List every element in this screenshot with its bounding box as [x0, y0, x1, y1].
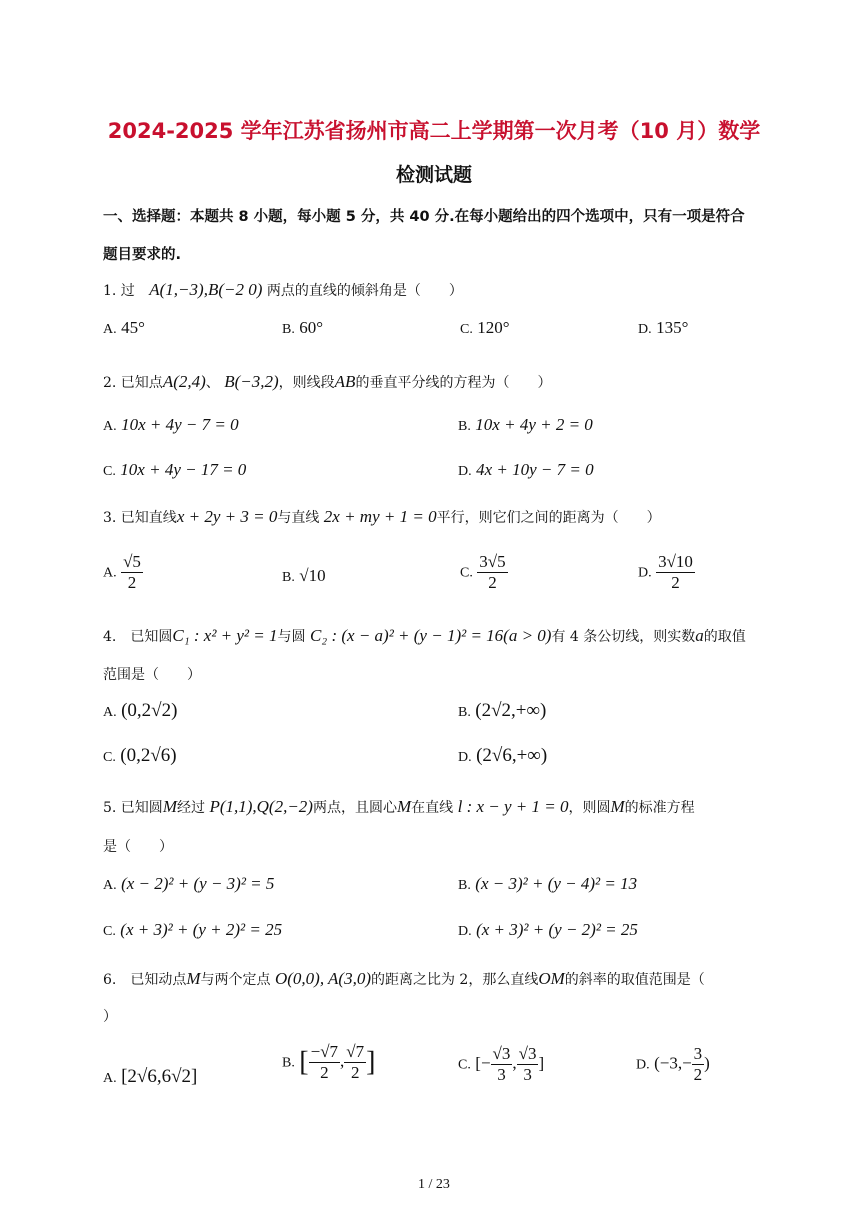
question-6-continued: ）	[103, 1009, 117, 1025]
q1-option-b: B. 60°	[282, 318, 324, 337]
q4-option-b: B. (2√2,+∞)	[458, 700, 547, 721]
section-heading: 一、选择题：本题共 8 小题，每小题 5 分，共 40 分.在每小题给出的四个选项中，只有一项是符合	[103, 209, 745, 225]
q4-option-d: D. (2√6,+∞)	[458, 745, 548, 766]
q1-option-c: C. 120°	[460, 318, 510, 337]
question-5: 5. 已知圆M经过 P(1,1),Q(2,−2)两点，且圆心M在直线 l : x − y + 1 = 0，则圆M的标准方程	[103, 797, 695, 816]
q2-option-d: D. 4x + 10y − 7 = 0	[458, 460, 594, 479]
q5-option-c: C. (x + 3)² + (y + 2)² = 25	[103, 920, 283, 939]
question-2: 2. 已知点A(2,4)、 B(−3,2)，则线段AB的垂直平分线的方程为（ ）	[103, 372, 552, 391]
q5-option-a: A. (x − 2)² + (y − 3)² = 5	[103, 874, 275, 893]
q3-option-d: D. $\frac{3√10}{2}$	[638, 552, 693, 592]
question-math: A(1,−3),B(−2 0)	[149, 280, 263, 299]
q6-option-b: B. [ $\frac{-√7}{2}$ , $\frac{√7}{2}$ ]	[282, 1042, 376, 1082]
question-4-continued: 范围是（ ）	[103, 667, 201, 683]
q1-option-d: D. 135°	[638, 318, 689, 337]
q2-option-b: B. 10x + 4y + 2 = 0	[458, 415, 593, 434]
question-1	[103, 280, 463, 300]
q3-option-a: A. $\frac{√5}{2}$	[103, 552, 141, 592]
q3-option-b: B. √10	[282, 566, 326, 585]
question-4: 4. 已知圆C₁ : x² + y² = 1与圆 C₂ : (x − a)² + (y − 1)² = 16(a > 0)有 4 条公切线，则实数a的取值	[103, 626, 746, 645]
question-3: 3. 已知直线x + 2y + 3 = 0与直线 2x + my + 1 = 0平行，则它们之间的距离为（ ）	[103, 507, 661, 526]
q4-option-a: A. (0,2√2)	[103, 700, 178, 721]
q2-option-c: C. 10x + 4y − 17 = 0	[103, 460, 247, 479]
question-6: 6. 已知动点M与两个定点 O(0,0), A(3,0)的距离之比为 2，那么直线OM的斜率的取值范围是（	[103, 969, 705, 988]
q5-option-d: D. (x + 3)² + (y − 2)² = 25	[458, 920, 638, 939]
question-text: 两点的直线的倾斜角是（ ）	[266, 283, 463, 299]
q2-option-a: A. 10x + 4y − 7 = 0	[103, 415, 239, 434]
q1-option-a: A. 45°	[103, 318, 145, 337]
section-heading-continued: 题目要求的.	[103, 247, 182, 263]
question-number: 1. 过	[103, 283, 135, 299]
q5-option-b: B. (x − 3)² + (y − 4)² = 13	[458, 874, 638, 893]
q3-option-c: C. $\frac{3√5}{2}$	[460, 552, 506, 592]
document-subtitle: 检测试题	[395, 164, 472, 186]
page-number: 1 / 23	[418, 1177, 450, 1192]
q6-option-c: C. [− $\frac{√3}{3}$ , $\frac{√3}{3}$ ]	[458, 1044, 545, 1084]
question-5-continued: 是（ ）	[103, 839, 173, 855]
q6-option-d: D. (−3,− $\frac{3}{2}$ )	[636, 1044, 710, 1084]
document-title: 2024-2025 学年江苏省扬州市高二上学期第一次月考（10 月）数学	[107, 119, 761, 143]
q4-option-c: C. (0,2√6)	[103, 745, 177, 766]
q6-option-a: A. [2√6,6√2]	[103, 1066, 198, 1087]
